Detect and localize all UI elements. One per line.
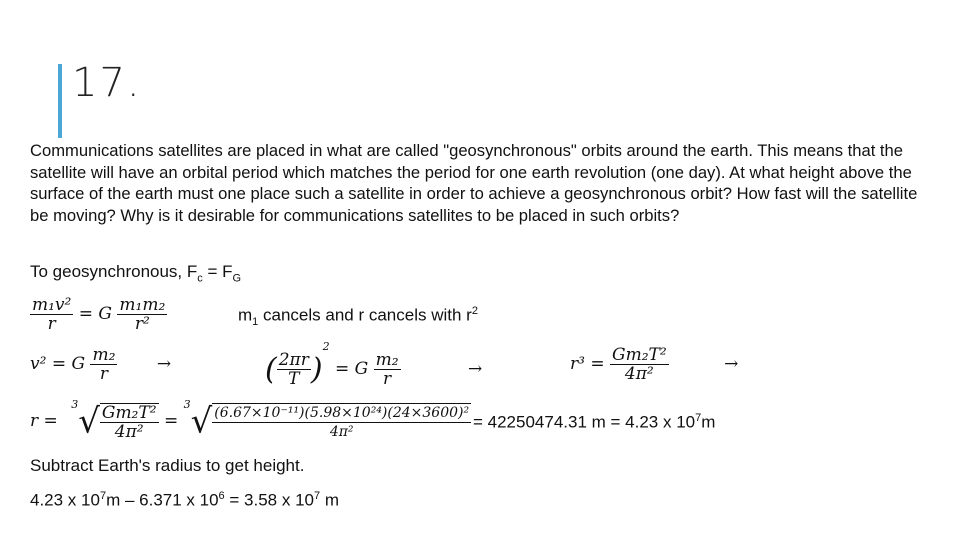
- period-num: 2πr: [278, 350, 309, 370]
- arrow-1-icon: →: [156, 354, 172, 374]
- cancel-sup: 2: [471, 305, 478, 317]
- v2-den: r: [99, 364, 108, 384]
- final-part4: m: [320, 490, 340, 510]
- root-index-2: 3: [183, 398, 191, 411]
- rhs-den: r²: [134, 314, 150, 334]
- step-force-balance: [30, 262, 241, 284]
- rhs-fraction: [117, 296, 167, 333]
- radical-1-icon: √: [78, 401, 100, 442]
- r3-den: 4π²: [624, 364, 654, 384]
- root1-num: Gm₂T²: [101, 402, 157, 423]
- problem-text: Communications satellites are placed in what are called "geosynchronous" orbits around the earth. This means that the satellite will have an orbital period which matches the period for one earth revolution (one day). At what height above the surface of the earth must one place such a satellite in order to achieve a geosynchronous orbit? How fast will the satellite be moving? Why is it desirable for communications satellites to be placed in such orbits?: [30, 141, 918, 225]
- row2b-den: r: [383, 369, 392, 389]
- arrow-3-icon: →: [724, 354, 739, 374]
- equation-row-2a: [30, 346, 171, 383]
- title-accent-bar: [58, 64, 62, 138]
- root1-fraction: [100, 403, 159, 441]
- cancel-rest: cancels and r cancels with r: [258, 305, 472, 325]
- result-unit: m: [701, 412, 716, 432]
- equation-row-3: [30, 398, 471, 442]
- equation-row-2c: [570, 346, 738, 383]
- root2-num: (6.67×10⁻¹¹)(5.98×10²⁴)(24×3600)²: [214, 404, 470, 421]
- period-fraction: [277, 351, 311, 388]
- final-answer: [30, 490, 339, 511]
- final-sup2: 6: [218, 490, 225, 502]
- row1-eq: = G: [78, 304, 112, 324]
- equation-row-1: [30, 296, 167, 333]
- root-index-1: 3: [71, 398, 79, 411]
- root2-fraction: [212, 403, 471, 441]
- lhs-num: m₁v²: [32, 295, 72, 315]
- row3-eq: =: [163, 411, 179, 431]
- v2-fraction: [90, 346, 117, 383]
- final-sup1: 7: [99, 490, 107, 502]
- r-eq: r =: [30, 411, 58, 431]
- v2-num: m₂: [92, 345, 116, 365]
- cancel-sub: 1: [252, 316, 259, 329]
- result-line: [473, 412, 715, 433]
- cancel-note: [238, 305, 478, 328]
- result-sup: 7: [695, 412, 702, 424]
- row2b-num: m₂: [375, 350, 399, 370]
- final-sup3: 7: [314, 490, 321, 502]
- result-value: = 42250474.31 m = 4.23 x 10: [473, 412, 696, 432]
- r3-eq: r³ =: [570, 354, 605, 374]
- arrow-2-icon: →: [467, 359, 483, 379]
- lhs-fraction: [30, 296, 73, 333]
- slide-number: 17.: [72, 60, 142, 106]
- root2-den: 4π²: [329, 423, 354, 440]
- step1-sub-c: c: [197, 272, 203, 285]
- period-den: T: [288, 369, 300, 389]
- subtract-note: Subtract Earth's radius to get height.: [30, 456, 305, 475]
- r3-fraction: [610, 346, 669, 383]
- step1-sub-g: G: [232, 272, 242, 285]
- lhs-den: r: [47, 314, 56, 334]
- problem-block: [30, 140, 930, 226]
- equation-row-2b: ( $\frac{2\pi r}{T}$ )$^2$ = G $\frac{\text{m₂}}{r}$ →: [265, 340, 483, 389]
- v2-eq: v² = G: [30, 354, 86, 374]
- r3-num: Gm₂T²: [612, 345, 667, 365]
- step1-text: To geosynchronous, F: [30, 262, 198, 281]
- final-part1: 4.23 x 10: [30, 490, 100, 510]
- row2b-eq: = G: [334, 359, 369, 379]
- row2b-fraction: [374, 351, 401, 388]
- step1-eq: = F: [202, 262, 233, 281]
- cancel-m: m: [238, 305, 253, 325]
- rhs-num: m₁m₂: [119, 295, 166, 315]
- final-part3: = 3.58 x 10: [224, 490, 314, 510]
- root1-den: 4π²: [114, 421, 144, 442]
- radical-2-icon: √: [190, 401, 213, 442]
- final-part2: m – 6.371 x 10: [106, 490, 219, 510]
